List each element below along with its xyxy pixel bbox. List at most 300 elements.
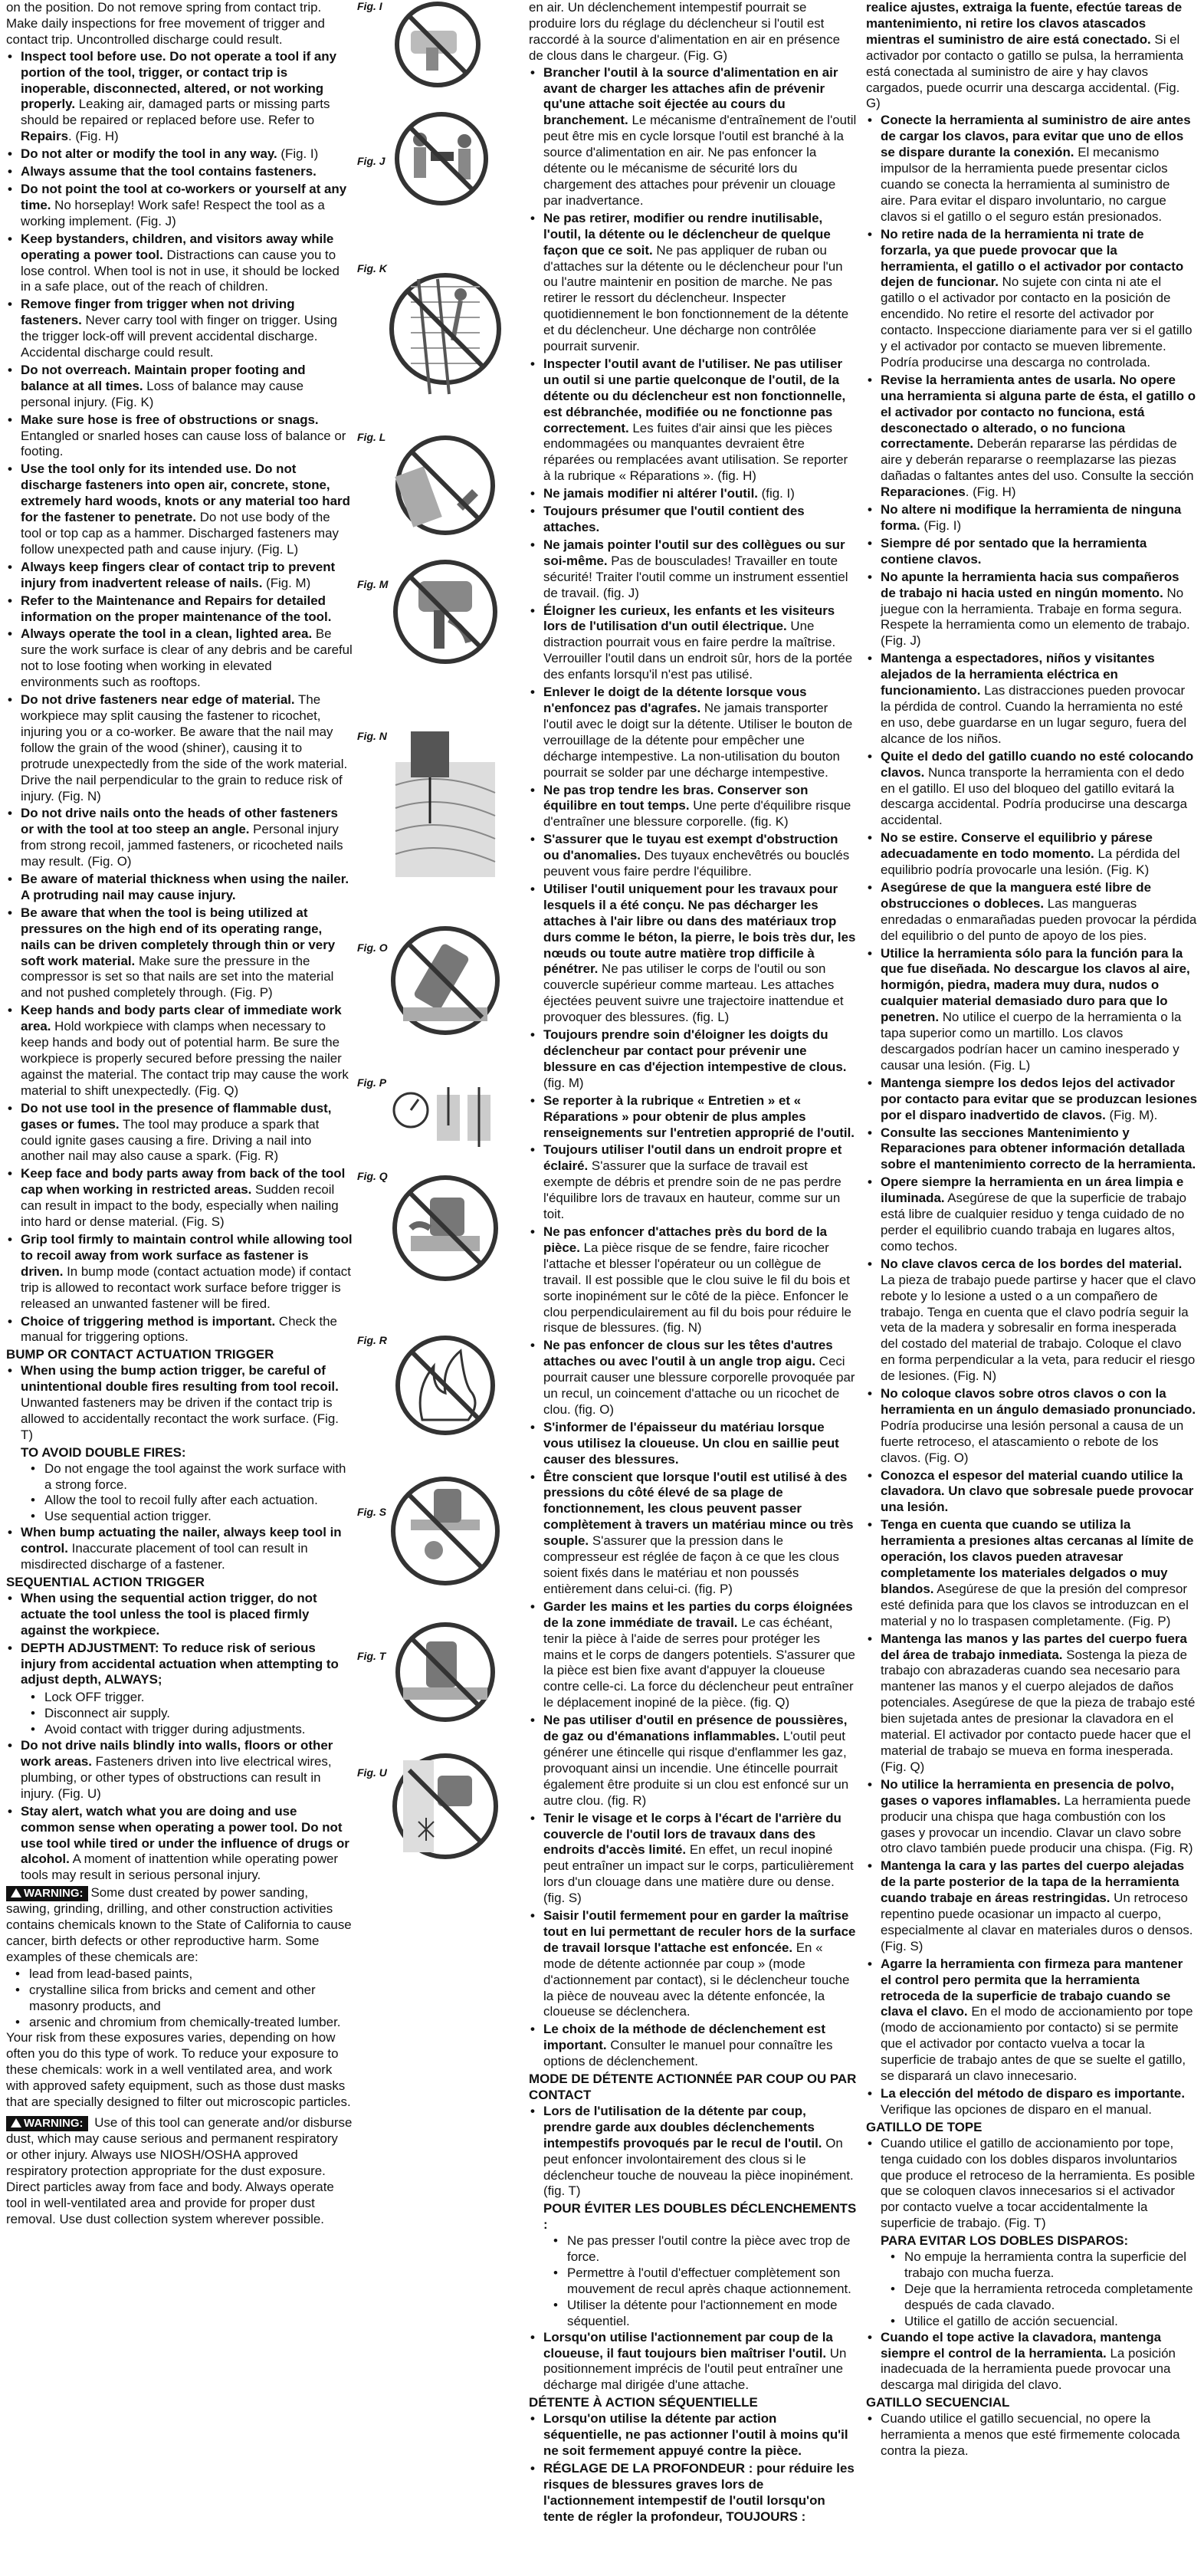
sub-item: • Utilice el gatillo de acción secuencial. (889, 2314, 1197, 2330)
en-bump-heading: BUMP OR CONTACT ACTUATION TRIGGER (6, 1347, 274, 1362)
bullet-text: Hold workpiece with clamps when necessary to keep hands and body out of potential harm. Be sure the workpiece is properly secured before pressing the nailer against the material. The contact trip may cause the work material to shift unexpectedly. (Fig. Q) (21, 1019, 349, 1098)
bullet-bold: Saisir l'outil fermement pour en garder la maîtrise tout en lui permettant de reculer hors de la surface de travail lorsque l'attache est enfoncée. (543, 1908, 856, 1955)
bullet-text: Cuando utilice el gatillo de accionamiento por tope, tenga cuidado con los dobles disparos involuntarios que produce el retroceso de la herramienta. Es posible que se coloquen clavos innecesarios si el activador por contacto vuelve a tocar accidentalmente la superficie de trabajo. (Fig. T) (881, 2135, 1196, 2231)
safety-bullet (866, 502, 1197, 534)
safety-bullet (6, 1363, 353, 1444)
safety-bullet (529, 603, 857, 684)
safety-bullet (529, 1811, 857, 1907)
no-steep-angle-illustration (388, 915, 503, 1046)
safety-bullet (529, 1224, 857, 1336)
safety-bullet (529, 2330, 857, 2394)
safety-bullet (529, 211, 857, 355)
bullet-text: (fig. I) (757, 486, 795, 501)
safety-bullet (6, 1641, 353, 1689)
bullet-text: La posición inadecuada de la herramienta puede provocar una descarga mal dirigida del clavo. (881, 2345, 1176, 2393)
es-intro: realice ajustes, extraiga la fuente, efectúe tareas de mantenimiento, ni retire los clavos atascados mientras el suministro de aire está conectado. Si el activador por contacto o gatillo se pulsa, la herramienta está conectada al suministro de aire y hay clavos cargados, puede ocurrir una descarga accidental. (Fig. G) (866, 0, 1184, 111)
bullet-text: Inaccurate placement of tool can result in misdirected discharge of a fastener. (21, 1541, 308, 1572)
bullet-text: Un positionnement imprécis de l'outil peut entraîner une décharge mal dirigée d'une attache. (543, 2345, 847, 2393)
bullet-bold: S'informer de l'épaisseur du matériau lorsque vous utilisez la cloueuse. Un clou en saillie peut causer des blessures. (543, 1419, 839, 1467)
sub-item: • lead from lead-based paints, (14, 1967, 353, 1983)
bullet-text: Le mécanisme d'entraînement de l'outil peut être mis en cycle lorsque l'outil est branché à la source d'alimentation en air. Ne pas enfoncer la détente ou le mécanisme de sécurité lors du chargement des attaches pour prévenir un clouage par inadvertance. (543, 113, 857, 208)
bullet-text: S'assurer que la pression dans le compresseur est réglée de façon à ce que les clous soient fixés dans le matériau et non poussés entièrement dans celui-ci. (fig. P) (543, 1533, 839, 1596)
figure-label: Fig. S (357, 1506, 387, 1518)
bullet-text: (Fig. M) (262, 575, 311, 590)
bullet-bold: Être conscient que lorsque l'outil est utilisé à des pressions du côté élevé de sa plage de fonctionnement, les clous peuvent passer complètement à travers un matériau mince ou très souple. (543, 1469, 854, 1549)
bullet-bold: Ne jamais pointer l'outil sur des collègues ou sur soi-même. (543, 537, 845, 568)
figure-label: Fig. K (357, 262, 387, 274)
bullet-text: (Fig. M). (1105, 1107, 1158, 1122)
bullet-text: Never carry tool with finger on trigger. Using the trigger lock-off will prevent accidental discharge. Accidental discharge could result. (21, 313, 338, 360)
bullet-bold: Ne pas utiliser d'outil en présence de poussières, de gaz ou d'émanations inflammables. (543, 1713, 848, 1744)
bullet-bold: Do not alter or modify the tool in any way. (21, 146, 277, 162)
figure-label: Fig. L (357, 431, 386, 443)
bullet-bold: Consulte las secciones Mantenimiento y Reparaciones para obtener información detallada sobre el mantenimiento correcto de la herramienta. (881, 1125, 1196, 1172)
safety-bullet (866, 1957, 1197, 2085)
bullet-text: Asegúrese de que la presión del compresor esté definida para que los clavos se introduzcan en el material y no lo traspasen completamente. (Fig. P) (881, 1581, 1189, 1628)
fr-bullet-list (529, 65, 857, 2070)
safety-bullet (866, 2136, 1197, 2232)
bullet-bold: Garder les mains et les parties du corps éloignées de la zone immédiate de travail. (543, 1598, 853, 1630)
bullet-text: Le cas échéant, tenir la pièce à l'aide de serres pour protéger les mains et le corps de dangers potentiels. S'assurer que la pièce est bien fixe avant d'appuyer la cloueuse contre celle-ci. La force du déclencheur peut entraîner le déplacement inopiné de la pièce. (fig. Q) (543, 1615, 855, 1710)
bullet-bold: Toujours utiliser l'outil dans un endroit propre et éclairé. (543, 1142, 842, 1174)
figure-label: Fig. R (357, 1334, 387, 1346)
safety-bullet (6, 806, 353, 870)
safety-bullet (866, 1858, 1197, 1954)
no-alter-tool-illustration (388, 0, 487, 89)
safety-bullet (529, 356, 857, 485)
bullet-bold: Mantenga a espectadores, niños y visitantes alejados de la herramienta eléctrica en funcionamiento. (881, 651, 1155, 698)
bullet-bold: Lorsqu'on utilise l'actionnement par coup de la cloueuse, il faut toujours bien maîtriser l'outil. (543, 2329, 833, 2361)
fingers-clear-illustration (388, 550, 503, 673)
bullet-bold: Éloigner les curieux, les enfants et les visiteurs lors de l'utilisation d'un outil électrique. (543, 603, 835, 634)
es-seq-list (866, 2411, 1197, 2459)
bullet-bold: La elección del método de disparo es importante. (881, 2086, 1186, 2101)
safety-bullet (529, 685, 857, 780)
en-seq-list (6, 1591, 353, 1688)
safety-bullet (6, 232, 353, 296)
safety-bullet (529, 537, 857, 602)
safety-bullet (866, 227, 1197, 371)
bullet-bold: Agarre la herramienta con firmeza para mantener el control pero permita que la herramienta retroceda de la superficie de trabajo cuando se clava el clavo. (881, 1956, 1183, 2019)
safety-bullet (6, 462, 353, 557)
figure-label: Fig. Q (357, 1170, 388, 1182)
bullet-text: Ne pas appliquer de ruban ou d'attaches sur la détente ou le déclencheur pour l'un ou l'autre maintenir en position de marche. Ne pas retirer le ressort du déclencheur. Inspecter quotidiennement le bon fonctionnement de la détente et du déclencheur. Une décharge non contrôlée pourrait survenir. (543, 242, 849, 354)
bullet-bold: Stay alert, watch what you are doing and use common sense when operating a power tool. Do not use tool while tired or under the influence of drugs or alcohol. (21, 1803, 349, 1867)
safety-bullet (6, 297, 353, 361)
fr-avoid-heading: POUR ÉVITER LES DOUBLES DÉCLENCHEMENTS : (543, 2201, 857, 2233)
safety-bullet (866, 1386, 1197, 1467)
no-hammer-illustration (388, 428, 503, 543)
english-column (6, 0, 353, 2228)
es-avoid-heading: PARA EVITAR LOS DOBLES DISPAROS: (881, 2233, 1129, 2249)
safety-bullet (6, 1232, 353, 1313)
safety-bullet (866, 2330, 1197, 2394)
safety-bullet (529, 783, 857, 831)
bullet-bold: Utiliser l'outil uniquement pour les travaux pour lesquels il a été conçu. Ne pas décharger les attaches à l'air libre ou dans des matériaux trop durs comme le béton, la pierre, le bois très dur, les nœuds ou toute autre matière trop difficile à pénétrer. (543, 881, 856, 977)
no-pointing-illustration (388, 109, 495, 209)
en-bump-list (6, 1363, 353, 1444)
blind-nailing-illustration (388, 1745, 503, 1868)
safety-bullet (6, 1166, 353, 1230)
bullet-text: La pérdida del equilibrio podría provocarle una lesión. (Fig. K) (881, 846, 1180, 878)
bullet-bold: Brancher l'outil à la source d'alimentation en air avant de charger les attaches afin de prévenir qu'une attache soit éjectée au cours du branchement. (543, 64, 838, 128)
bullet-text: La herramienta puede producir una chispa que haga combustión con los gases y provocar un incendio. Clavar un clavo sobre otro clavo también puede producir una chispa. (Fig. R) (881, 1792, 1193, 1856)
fr-bump-list-2 (529, 2330, 857, 2394)
bullet-bold: Mantenga las manos y las partes del cuerpo fuera del área de trabajo inmediata. (881, 1631, 1187, 1662)
bullet-bold: S'assurer que le tuyau est exempt d'obstruction ou d'anomalies. (543, 832, 838, 863)
bullet-bold: No utilice la herramienta en presencia de polvo, gases o vapores inflamables. (881, 1776, 1174, 1808)
en-warning-1: WARNING: Some dust created by power sanding, sawing, grinding, drilling, and other construction activities contains chemicals known to the State of California to cause cancer, birth defects or other reproductive harm. Some examples of these chemicals are: (6, 1885, 352, 1964)
safety-bullet (529, 1908, 857, 2020)
bullet-text: In bump mode (contact actuation mode) if contact trip is allowed to recontact work surface before trigger is released an unwanted fastener will be fired. (21, 1263, 351, 1311)
bullet-bold: When using the bump action trigger, be careful of unintentional double fires resulting from tool recoil. (21, 1363, 339, 1395)
safety-bullet (529, 2411, 857, 2459)
bullet-text: Nunca transporte la herramienta con el dedo en el gatillo. El uso del bloqueo del gatillo evitará la descarga accidental. Podría producirse una descarga accidental. (881, 764, 1187, 828)
bullet-text: Un retroceso repentino puede ocasionar un impacto al cuerpo, especialmente al clavar en materiales duros o densos. (Fig. S) (881, 1891, 1193, 1953)
bullet-text: Fasteners driven into live electrical wires, plumbing, or other types of obstructions can result in injury. (Fig. U) (21, 1753, 332, 1801)
safety-bullet (6, 1804, 353, 1884)
bullet-text: En effet, un recul inopiné peut entraîner un impact sur le corps, particulièrement lors d'un clouage dans une matière dure ou dense. (fig. S) (543, 1842, 854, 1906)
bullet-tail: . (Fig. H) (965, 485, 1016, 500)
bullet-bold: Tenir le visage et le corps à l'écart de l'arrière du couvercle de l'outil lors de travaux dans des endroits d'accès limité. (543, 1810, 841, 1858)
bullet-bold: Do not drive nails blindly into walls, floors or other work areas. (21, 1738, 333, 1769)
sub-item: • Deje que la herramienta retroceda completamente después de cada clavado. (889, 2282, 1197, 2314)
bullet-text: Loss of balance may cause personal injury. (Fig. K) (21, 378, 303, 409)
bullet-text: Ceci pourrait causer une blessure corporelle provoquée par un recul, un coincement d'attache ou un ricochet de clou. (fig. O) (543, 1354, 855, 1417)
fr-avoid-list (529, 2233, 857, 2329)
bullet-bold: No se estire. Conserve el equilibrio y párese adecuadamente en todo momento. (881, 830, 1153, 862)
safety-bullet (529, 504, 857, 536)
bullet-bold: No coloque clavos sobre otros clavos o con la herramienta en un ángulo demasiado pronunciado. (881, 1386, 1196, 1417)
bullet-bold: Always keep fingers clear of contact trip to prevent injury from inadvertent release of nails. (21, 559, 336, 590)
bullet-bold: Inspecter l'outil avant de l'utiliser. Ne pas utiliser un outil si une partie quelconque de l'outil, de la détente ou du déclencheur est non fonctionnelle, est débranchée, modifiée ou ne fonctionne pas correctement. (543, 356, 846, 435)
safety-bullet (529, 2104, 857, 2200)
en-seq-heading: SEQUENTIAL ACTION TRIGGER (6, 1575, 205, 1589)
bullet-text: Unwanted fasteners may be driven if the contact trip is allowed to accidentally recontact the work surface. (Fig. T) (21, 1395, 339, 1442)
bullet-text: Entangled or snarled hoses can cause loss of balance or footing. (21, 428, 346, 459)
bullet-bold: Lors de l'utilisation de la détente par coup, prendre garde aux doubles déclenchements intempestifs provoqués par le recul de l'outil. (543, 2103, 822, 2150)
restricted-area-illustration (388, 1466, 503, 1596)
bullet-bold: No retire nada de la herramienta ni trate de forzarla, ya que puede provocar que la herramienta, el gatillo o el activador por contacto dejen de funcionar. (881, 226, 1184, 290)
figure-label: Fig. P (357, 1076, 387, 1089)
bullet-text: Pas de bousculades! Travailler en toute sécurité! Traiter l'outil comme un instrument essentiel de travail. (fig. J) (543, 553, 848, 600)
safety-bullet (866, 651, 1197, 747)
bullet-bold: Le choix de la méthode de déclenchement est important. (543, 2022, 825, 2053)
bullet-bold: Use the tool only for its intended use. Do not discharge fasteners into open air, concrete, stone, extremely hard woods, knots or any material too hard for the fastener to penetrate. (21, 462, 350, 525)
bullet-text: El mecanismo impulsor de la herramienta puede presentar ciclos cuando se conecta la herramienta al suministro de aire. Para evitar el disparo involuntario, no cargue clavos si el gatillo o el seguro están presionados. (881, 145, 1170, 224)
safety-bullet (866, 880, 1197, 945)
safety-bullet (6, 182, 353, 230)
safety-bullet (866, 1076, 1197, 1124)
fr-seq-heading: DÉTENTE À ACTION SÉQUENTIELLE (529, 2395, 758, 2410)
safety-bullet (866, 830, 1197, 879)
bullet-bold: When bump actuating the nailer, always keep tool in control. (21, 1525, 342, 1556)
en-seq-list-2 (6, 1738, 353, 1884)
bullet-text: Check the manual for triggering options. (21, 1313, 337, 1345)
es-bump-heading: GATILLO DE TOPE (866, 2119, 983, 2134)
sub-item: • crystalline silica from bricks and cement and other masonry products, and (14, 1983, 353, 2015)
bullet-text: L'outil peut générer une étincelle qui risque d'enflammer les gaz, provoquant ainsi un incendie. Une étincelle pourrait également être produite si un clou est enfoncé sur un autre clou. (fig. R) (543, 1729, 849, 1808)
bullet-bold: Be aware of material thickness when using the nailer. A protruding nail may cause injury. (21, 872, 349, 902)
bullet-bold: Ne jamais modifier ni altérer l'outil. (543, 486, 758, 501)
figure-label: Fig. U (357, 1766, 387, 1779)
safety-bullet (6, 626, 353, 691)
safety-bullet (529, 1713, 857, 1809)
double-fire-illustration (388, 1615, 503, 1730)
es-seq-heading: GATILLO SECUENCIAL (866, 2395, 1010, 2410)
bullet-text: (fig. M) (543, 1075, 584, 1090)
en-warning-2: WARNING: Use of this tool can generate and/or disburse dust, which may cause serious and permanent respiratory or other injury. Always use NIOSH/OSHA approved respiratory protection appropriate for the dust exposure. Direct particles away from face and body. Always operate tool in well-ventilated area and provide for proper dust removal. Use dust collection system wherever possible. (6, 2115, 353, 2226)
bullet-text: Asegúrese de que la superficie de trabajo está libre de cualquier residuo y tenga cuidado de no perder el equilibrio cuando trabaja en lugares altos, como techos. (881, 1191, 1187, 1254)
bullet-bold: Opere siempre la herramienta en un área limpia e iluminada. (881, 1175, 1184, 1206)
bullet-text: Ne pas utiliser le corps de l'outil ou son couvercle supérieur comme marteau. Les attaches éjectées peuvent suivre une trajectoire inattendue et provoquer des blessures. (fig. L) (543, 961, 844, 1025)
hands-clear-illustration (388, 1167, 503, 1290)
bullet-bold: Enlever le doigt de la détente lorsque vous n'enfoncez pas d'agrafes. (543, 685, 807, 715)
bullet-bold: Siempre dé por sentado que la herramienta contiene clavos. (881, 535, 1147, 567)
bullet-bold: Do not drive fasteners near edge of material. (21, 692, 295, 708)
bullet-text: (Fig. I) (277, 146, 319, 162)
bullet-bold: No clave clavos cerca de los bordes del material. (881, 1256, 1183, 1271)
no-overreach-illustration (388, 241, 503, 417)
bullet-text: Las mangueras enredadas o enmarañadas pueden provocar la pérdida del equilibrio o del punto de apoyo de los pies. (881, 895, 1197, 943)
bullet-bold: Do not drive nails onto the heads of other fasteners or with the tool at too steep an angle. (21, 806, 338, 837)
bullet-text: Une distraction pourrait vous en faire perdre la maîtrise. Verrouiller l'outil dans un endroit sûr, hors de la portée des enfants lorsqu'il n'est pas utilisé. (543, 619, 853, 682)
bullet-bold: Choice of triggering method is important. (21, 1313, 276, 1329)
safety-bullet (866, 1125, 1197, 1174)
bullet-bold: Keep bystanders, children, and visitors away while operating a power tool. (21, 231, 334, 262)
safety-bullet (529, 1093, 857, 1142)
sub-item: • Allow the tool to recoil fully after each actuation. (29, 1493, 353, 1509)
safety-bullet (866, 749, 1197, 830)
en-warning-tail: Your risk from these exposures varies, depending on how often you do this type of work. To reduce your exposure to these chemicals: work in a well ventilated area, and work with approved safety equipment, such as those dust masks that are specially designed to filter out microscopic particles. (6, 2030, 351, 2110)
safety-bullet (6, 1101, 353, 1165)
bullet-text: En « mode de détente actionnée par coup » (mode d'actionnement par contact), si le déclencheur touche la pièce de nouveau avec la détente enfoncée, la cloueuse se déclenchera. (543, 1940, 850, 2019)
bullet-text: Podría producirse una lesión personal a causa de un fuerte retroceso, el atascamiento o rebote de los clavos. (Fig. O) (881, 1418, 1184, 1465)
bullet-bold: Se reporter à la rubrique « Entretien » et « Réparations » pour obtenir de plus amples renseignements sur l'entretien approprié de l'outil. (543, 1092, 855, 1140)
safety-bullet (6, 146, 353, 163)
bullet-bold: Always assume that the tool contains fasteners. (21, 164, 317, 179)
es-bump-list-2 (866, 2330, 1197, 2394)
en-intro: on the position. Do not remove spring from contact trip. Make daily inspections for free movement of trigger and contact trip. Uncontrolled discharge could result. (6, 0, 325, 47)
safety-bullet (866, 1631, 1197, 1776)
figure-label: Fig. O (357, 941, 388, 954)
safety-bullet (529, 486, 857, 502)
bullet-text: On peut enfoncer involontairement des clous si le déclencheur touche de nouveau la pièce inopinément. (fig. T) (543, 2135, 854, 2199)
sub-item: • Ne pas presser l'outil contre la pièce avec trop de force. (552, 2233, 857, 2266)
bullet-bold: Utilice la herramienta sólo para la función para la que fue diseñada. No descargue los clavos al aire, hormigón, piedra, madera muy dura, nudos o cualquier material demasiado duro para que lo penetren. (881, 945, 1190, 1025)
bullet-bold: Conozca el espesor del material cuando utilice la clavadora. Un clavo que sobresale puede provocar una lesión. (881, 1467, 1194, 1515)
bullet-bold: Tenga en cuenta que cuando se utiliza la herramienta a presiones altas cercanas al límite de operación, los clavos pueden atravesar completamente los materiales delgados o muy blandos. (881, 1517, 1194, 1596)
safety-bullet (529, 1470, 857, 1598)
safety-bullet (866, 946, 1197, 1074)
sub-item: • Do not engage the tool against the work surface with a strong force. (29, 1461, 353, 1493)
safety-bullet (529, 1142, 857, 1223)
en-avoid-list (6, 1461, 353, 1526)
bullet-bold: Inspect tool before use. Do not operate a tool if any portion of the tool, trigger, or contact trip is inoperable, disconnected, altered, or not working properly. (21, 48, 336, 112)
bullet-text: Consulter le manuel pour connaître les options de déclenchement. (543, 2038, 833, 2069)
bullet-bold: Toujours présumer que l'outil contient des attaches. (543, 504, 805, 534)
bullet-bold: Revise la herramienta antes de usarla. No opere una herramienta si alguna parte de ésta, el gatillo o el activador por contacto no funciona, está desconectado o alterado, o no funciona correctamente. (881, 372, 1196, 452)
safety-bullet (6, 412, 353, 461)
safety-bullet (6, 363, 353, 411)
safety-bullet (6, 164, 353, 180)
bullet-bold: Make sure hose is free of obstructions or snags. (21, 412, 319, 427)
safety-bullet (866, 536, 1197, 568)
safety-bullet (866, 570, 1197, 650)
bullet-text: No sujete con cinta ni ate el gatillo o el activador por contacto en la posición de encendido. No retire el resorte del activador por contacto. Inspeccione diariamente para ver si el gatillo y el activador por contacto se mueven libremente. Podría producirse una descarga no controlada. (881, 274, 1193, 370)
bullet-text: Sudden recoil can result in impact to the body, especially when nailing into hard or dense material. (Fig. S) (21, 1182, 339, 1230)
figure-label: Fig. N (357, 730, 387, 742)
bullet-bold: Toujours prendre soin d'éloigner les doigts du déclencheur par contact pour prévenir une blessure en cas d'éjection intempestive de clous. (543, 1027, 847, 1074)
safety-bullet (529, 1338, 857, 1418)
bullet-bold: Keep hands and body parts clear of immediate work area. (21, 1003, 342, 1034)
bullet-text: Be sure the work surface is clear of any debris and be careful not to lose footing when working in elevated environments such as rooftops. (21, 626, 353, 690)
sub-item: • No empuje la herramienta contra la superficie del trabajo con mucha fuerza. (889, 2249, 1197, 2282)
bullet-text: Personal injury from strong recoil, jammed fasteners, or ricocheted nails may result. (Fig. O) (21, 822, 343, 869)
figure-label: Fig. I (357, 0, 382, 12)
safety-bullet (529, 882, 857, 1026)
safety-bullet (529, 1027, 857, 1092)
en-warning-list (6, 1967, 353, 2031)
figure-label: Fig. J (357, 155, 385, 167)
bullet-bold: Keep face and body parts away from back of the tool cap when working in restricted areas. (21, 1166, 346, 1198)
bullet-bold: Remove finger from trigger when not driving fasteners. (21, 297, 295, 328)
bullet-bold: Do not use tool in the presence of flammable dust, gases or fumes. (21, 1100, 332, 1132)
safety-bullet (6, 1525, 353, 1573)
bullet-text: Las distracciones pueden provocar la pérdida de control. Cuando la herramienta no esté en uso, debe guardarse en un lugar seguro, fuera del alcance de los niños. (881, 683, 1187, 746)
bullet-bold: Ne pas trop tendre les bras. Conserver son équilibre en tout temps. (543, 782, 809, 813)
bullet-bold: DEPTH ADJUSTMENT: To reduce risk of serious injury from accidental actuation when attempting to adjust depth, ALWAYS; (21, 1640, 339, 1687)
material-thickness-illustration (388, 1087, 503, 1148)
safety-bullet (6, 1314, 353, 1346)
safety-bullet (6, 905, 353, 1001)
bullet-bold: Always operate the tool in a clean, lighted area. (21, 626, 313, 642)
en-bump-list-2 (6, 1525, 353, 1573)
es-bump-list (866, 2136, 1197, 2232)
bullet-bold: Conecte la herramienta al suministro de aire antes de cargar los clavos, para evitar que uno de ellos se dispare durante la conexión. (881, 113, 1191, 160)
warning-badge-2: WARNING: (6, 2116, 88, 2131)
es-bullet-list (866, 113, 1197, 2118)
bullet-text: Do not use body of the tool or top cap as a hammer. Discharged fasteners may follow unexpected path and cause injury. (Fig. L) (21, 510, 339, 557)
sub-item: • Permettre à l'outil d'effectuer complètement son mouvement de recul après chaque actionnement. (552, 2266, 857, 2298)
bullet-bold: Mantenga siempre los dedos lejos del activador por contacto para evitar que se produzcan lesiones por el disparo inadvertido de clavos. (881, 1075, 1197, 1122)
bullet-ref: Repairs (21, 129, 68, 144)
bullet-bold: When using the sequential action trigger, do not actuate the tool unless the tool is placed firmly against the workpiece. (21, 1590, 317, 1638)
en-avoid-heading: TO AVOID DOUBLE FIRES: (21, 1444, 186, 1460)
safety-bullet (6, 1738, 353, 1802)
warning-triangle-icon (11, 1888, 21, 1898)
bullet-text: Make sure the pressure in the compressor is set so that nails are set into the material and not pushed completely through. (Fig. P) (21, 953, 334, 1001)
bullet-bold: Be aware that when the tool is being utilized at pressures on the high end of its operating range, nails can be driven completely through thin or very soft work material. (21, 905, 336, 968)
safety-bullet (866, 373, 1197, 501)
sub-item: • Avoid contact with trigger during adjustments. (29, 1722, 353, 1738)
safety-bullet (866, 2086, 1197, 2118)
french-column (529, 0, 857, 2526)
safety-bullet (6, 49, 353, 145)
safety-bullet (6, 560, 353, 592)
bullet-text: Leaking air, damaged parts or missing parts should be repaired or replaced before use. Refer to (21, 97, 330, 128)
bullet-bold: Lorsqu'on utilise la détente par action séquentielle, ne pas actionner l'outil à moins qu'il ne soit fermement appuyé contre la pièce. (543, 2411, 848, 2458)
en-bullet-list (6, 49, 353, 1346)
sub-item: • Lock OFF trigger. (29, 1690, 353, 1706)
bullet-text: No horseplay! Work safe! Respect the tool as a working implement. (Fig. J) (21, 197, 325, 228)
warning-triangle-icon (11, 2118, 21, 2128)
bullet-bold: Quite el dedo del gatillo cuando no esté colocando clavos. (881, 748, 1194, 780)
bullet-text: La pièce risque de se fendre, faire ricocher l'attache et blesser l'opérateur ou un collègue de travail. Il est possible que le clou suive le fil du bois et sorte inopinément sur le côté de la pièce. Enfoncer le clou perpendiculairement au fil du bois pour réduire le risque de blessures. (fig. N) (543, 1240, 851, 1336)
spanish-column (866, 0, 1197, 2461)
bullet-text: S'assurer que la surface de travail est exempte de débris et prendre soin de ne pas perdre l'équilibre lors de travaux en hauteur, comme sur un toit. (543, 1158, 841, 1222)
bullet-bold: Do not overreach. Maintain proper footing and balance at all times. (21, 362, 306, 393)
figure-label: Fig. M (357, 578, 389, 590)
bullet-text: No juegue con la herramienta. Trabaje en forma segura. Respete la herramienta como un elemento de trabajo. (Fig. J) (881, 585, 1190, 649)
bullet-text: Une perte d'équilibre risque d'entraîner une blessure corporelle. (fig. K) (543, 798, 851, 830)
sub-item: • Use sequential action trigger. (29, 1509, 353, 1525)
es-avoid-list (866, 2249, 1197, 2330)
bullet-text: The workpiece may split causing the fastener to ricochet, injuring you or a co-worker. Be aware that the nail may follow the grain of the wood (shiner), causing it to protrude unexpectedly from the side of the work material. Drive the nail perpendicular to the grain to reduce risk of injury. (Fig. N) (21, 692, 348, 803)
fr-intro: en air. Un déclenchement intempestif pourrait se produire lors du réglage du déclencheur si l'outil est raccordé à la source d'alimentation en air en présence de clous dans le chargeur. (Fig. G) (529, 0, 841, 63)
figure-label: Fig. T (357, 1650, 386, 1662)
bullet-text: Distractions can cause you to lose control. When tool is not in use, it should be locked in a safe place, out of the reach of children. (21, 247, 340, 294)
bullet-bold: Ne pas enfoncer d'attaches près du bord de la pièce. (543, 1224, 828, 1255)
fr-bump-list (529, 2104, 857, 2200)
bullet-text: No utilice el cuerpo de la herramienta o la tapa superior como un martillo. Los clavos descargados podrían hacer un camino inesperado y causar una lesión. (Fig. L) (881, 1010, 1182, 1073)
bullet-bold: Refer to the Maintenance and Repairs for detailed information on the proper maintenance of the tool. (21, 593, 332, 624)
safety-bullet (866, 113, 1197, 225)
safety-bullet (6, 593, 353, 626)
safety-bullet (6, 692, 353, 804)
bullet-text: Verifique las opciones de disparo en el manual. (881, 2101, 1152, 2117)
bullet-text: (Fig. I) (920, 518, 962, 533)
bullet-bold: Cuando el tope active la clavadora, mantenga siempre el control de la herramienta. (881, 2329, 1162, 2361)
safety-bullet (866, 1468, 1197, 1516)
bullet-text: Sostenga la pieza de trabajo con abrazaderas cuando sea necesario para mantener las manos y el cuerpo alejados de daños potenciales. Asegúrese de que la pieza de trabajo esté bien sujetada antes de presionar la clavadora en el material. El activador por contacto puede hacer que el material de trabajo se mueva en forma inesperada. (Fig. Q) (881, 1647, 1196, 1774)
safety-bullet (866, 1517, 1197, 1629)
bullet-tail: . (Fig. H) (67, 129, 119, 144)
bullet-text: The tool may produce a spark that could ignite gases causing a fire. Driving a nail into another nail may also cause a spark. (Fig. R) (21, 1116, 320, 1164)
bullet-text: A moment of inattention while operating power tools may result in serious personal injury. (21, 1852, 339, 1883)
safety-bullet (866, 1777, 1197, 1858)
bullet-text: Des tuyaux enchevêtrés ou bouclés peuvent vous faire perdre l'équilibre. (543, 848, 850, 879)
safety-bullet (529, 832, 857, 880)
warning-badge: WARNING: (6, 1886, 88, 1901)
en-depth-list (6, 1690, 353, 1738)
bullet-text: Les fuites d'air ainsi que les pièces endommagées ou manquantes devraient être réparées ou remplacées avant utilisation. Se reporter à la rubrique « Réparations ». (fig. H) (543, 420, 848, 484)
bullet-text: Ne jamais transporter l'outil avec le doigt sur la détente. Utiliser le bouton de verrouillage de la détente pour empêcher une décharge intempestive. La non-utilisation du bouton pourrait se solder par une décharge intempestive. (543, 700, 853, 780)
safety-bullet (6, 1003, 353, 1099)
bullet-bold: Ne pas retirer, modifier ou rendre inutilisable, l'outil, la détente ou le déclencheur de quelque façon que ce soit. (543, 210, 831, 258)
safety-bullet (866, 2411, 1197, 2459)
flammable-illustration (388, 1328, 503, 1443)
fr-bump-heading: MODE DE DÉTENTE ACTIONNÉE PAR COUP OU PAR CONTACT (529, 2072, 857, 2102)
bullet-text: En el modo de accionamiento por tope (modo de accionamiento por contacto) si se permite que el activador por contacto vuelva a tocar la superficie de trabajo antes de que se suelte el gatillo, se disparará un clavo innecesario. (881, 2004, 1193, 2084)
safety-bullet (529, 1420, 857, 1468)
sub-item: • Disconnect air supply. (29, 1706, 353, 1722)
safety-bullet (6, 872, 353, 904)
edge-of-material-illustration (388, 731, 503, 885)
bullet-bold: No altere ni modifique la herramienta de ninguna forma. (881, 502, 1182, 533)
bullet-ref: Reparaciones (881, 485, 966, 500)
sub-item: • arsenic and chromium from chemically-treated lumber. (14, 2015, 353, 2031)
bullet-bold: Mantenga la cara y las partes del cuerpo alejadas de la parte posterior de la tapa de la herramienta cuando trabaje en áreas restringidas. (881, 1858, 1185, 1906)
safety-bullet (6, 1591, 353, 1639)
bullet-text: Cuando utilice el gatillo secuencial, no opere la herramienta a menos que esté firmemente colocada contra la pieza. (881, 2411, 1180, 2458)
bullet-bold: Grip tool firmly to maintain control while allowing tool to recoil away from work surface as fastener is driven. (21, 1231, 353, 1279)
safety-bullet (529, 65, 857, 209)
safety-bullet (866, 1257, 1197, 1385)
safety-bullet (529, 1599, 857, 1711)
fr-seq-list (529, 2411, 857, 2525)
bullet-bold: Do not point the tool at co-workers or yourself at any time. (21, 181, 347, 212)
